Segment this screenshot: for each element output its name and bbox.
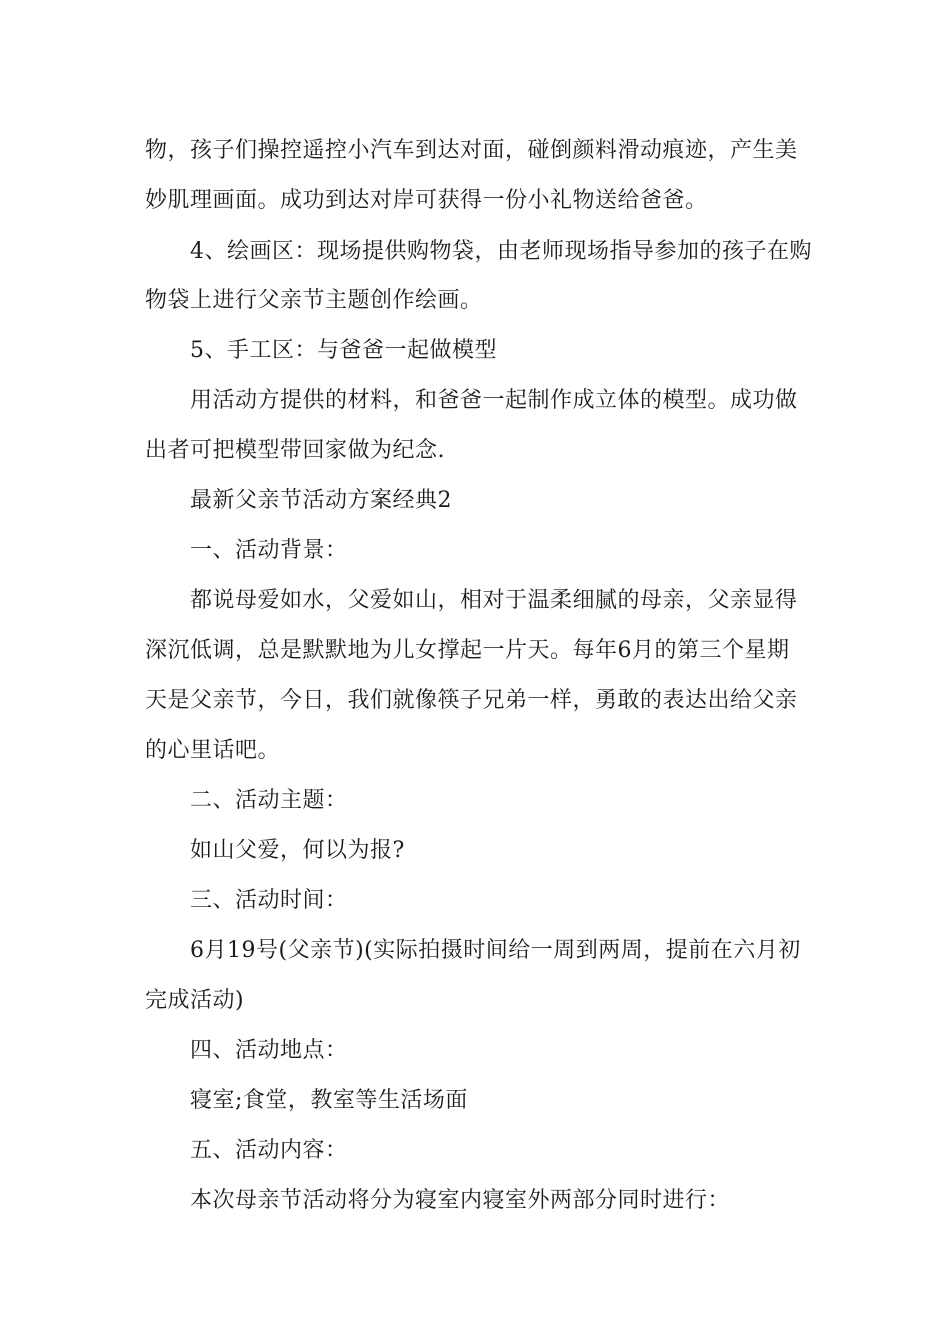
section-heading: 二、活动主题：	[190, 788, 348, 813]
text-line: 深沉低调，总是默默地为儿女撑起一片天。每年6月的第三个星期	[145, 638, 790, 663]
text-line: 出者可把模型带回家做为纪念.	[145, 438, 445, 463]
text-line: 妙肌理画面。成功到达对岸可获得一份小礼物送给爸爸。	[145, 188, 708, 213]
section-heading: 最新父亲节活动方案经典2	[190, 488, 452, 513]
text-line: 物，孩子们操控遥控小汽车到达对面，碰倒颜料滑动痕迹，产生美	[145, 138, 798, 163]
text-line: 5、手工区：与爸爸一起做模型	[190, 338, 497, 363]
text-line: 天是父亲节，今日，我们就像筷子兄弟一样，勇敢的表达出给父亲	[145, 688, 798, 713]
text-line: 的心里话吧。	[145, 738, 281, 763]
text-line: 4、绘画区：现场提供购物袋，由老师现场指导参加的孩子在购	[190, 239, 812, 264]
section-heading: 四、活动地点：	[190, 1038, 348, 1063]
text-line: 寝室;食堂，教室等生活场面	[190, 1088, 468, 1113]
section-heading: 五、活动内容：	[190, 1138, 348, 1163]
section-heading: 三、活动时间：	[190, 888, 348, 913]
text-line: 都说母爱如水，父爱如山，相对于温柔细腻的母亲，父亲显得	[190, 588, 798, 613]
text-line: 如山父爱，何以为报?	[190, 838, 405, 863]
text-line: 完成活动)	[145, 988, 245, 1013]
text-line: 本次母亲节活动将分为寝室内寝室外两部分同时进行：	[190, 1188, 731, 1213]
text-line: 用活动方提供的材料，和爸爸一起制作成立体的模型。成功做	[190, 388, 798, 413]
section-heading: 一、活动背景：	[190, 538, 348, 563]
text-line: 物袋上进行父亲节主题创作绘画。	[145, 288, 483, 313]
text-line: 6月19号(父亲节)(实际拍摄时间给一周到两周，提前在六月初	[190, 938, 801, 963]
